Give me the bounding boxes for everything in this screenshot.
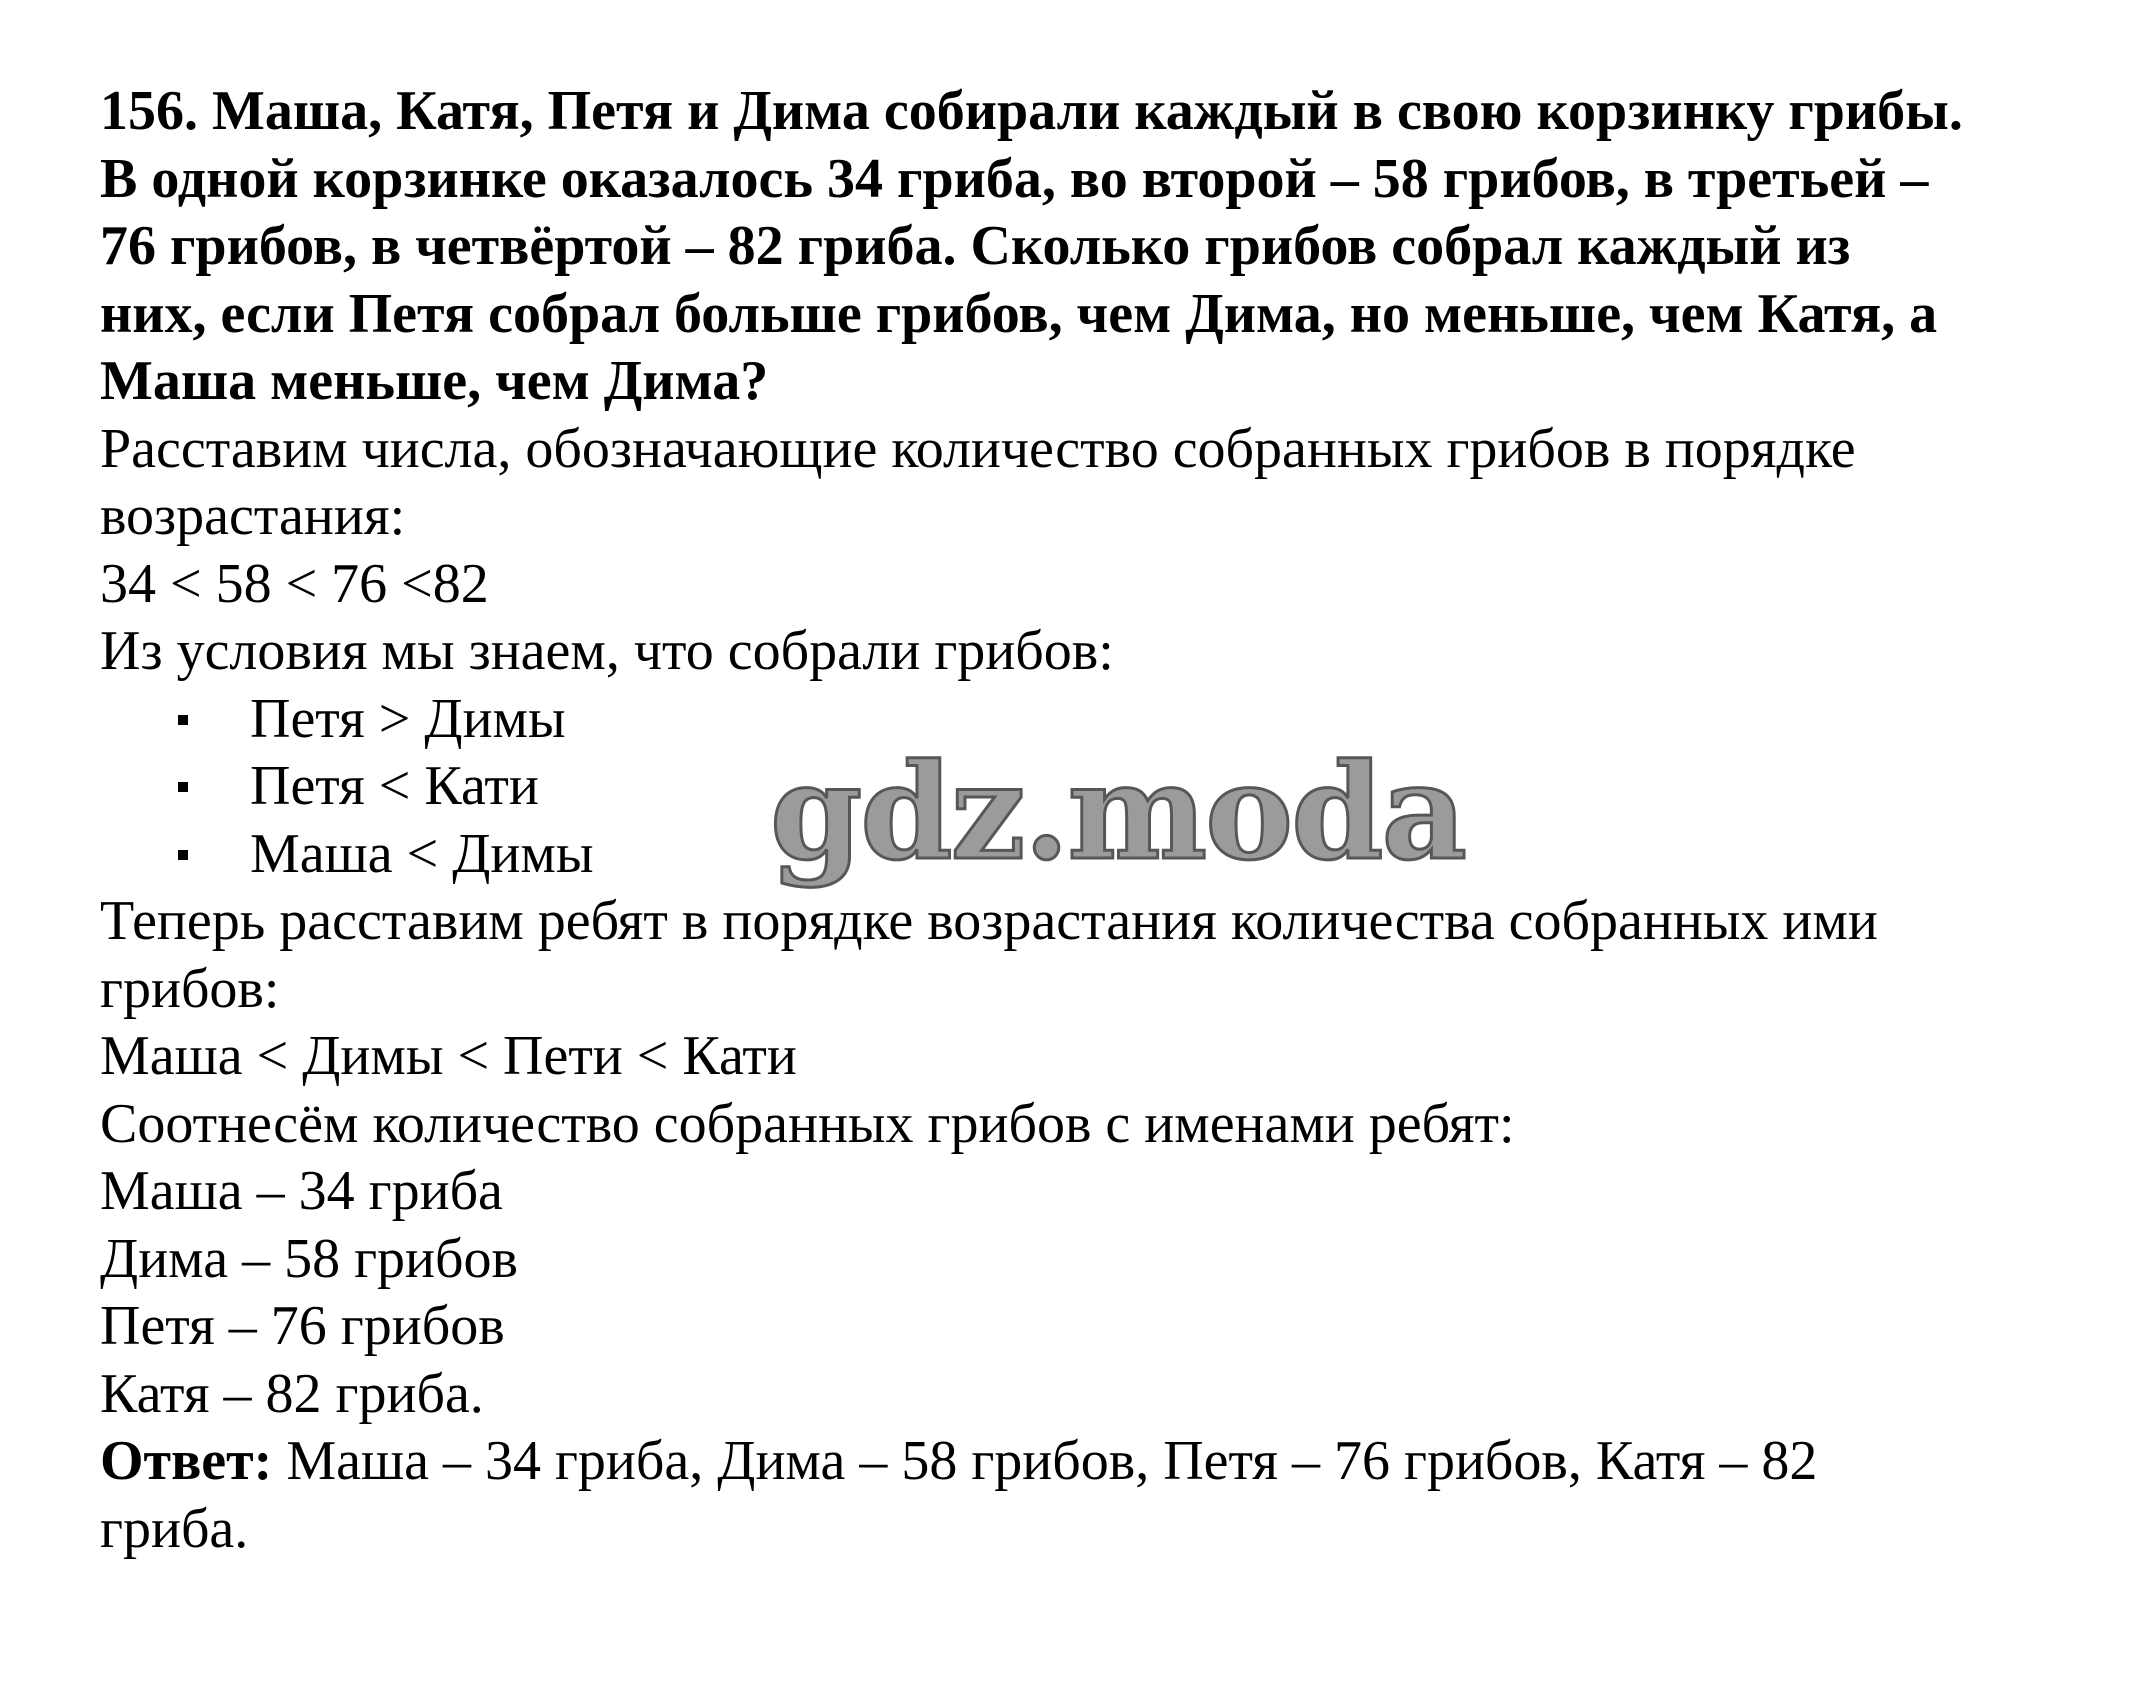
problem-statement [100, 78, 2090, 416]
problem-line: 156. Маша, Катя, Петя и Дима собирали каждый в свою корзинку грибы. [100, 80, 1963, 142]
problem-line: них, если Петя собрал больше грибов, чем Дима, но меньше, чем Катя, а [100, 282, 1938, 345]
solution-line: грибов: [100, 957, 280, 1020]
solution-line: Из условия мы знаем, что собрали грибов: [100, 620, 1114, 682]
answer-line: гриба. [100, 1497, 249, 1560]
answer [100, 1428, 2090, 1563]
watermark-logo: gdz.moda [770, 735, 1466, 890]
bullet-icon [178, 782, 188, 792]
solution-line: Маша < Димы < Пети < Кати [100, 1025, 797, 1087]
problem-line: Маша меньше, чем Дима? [100, 350, 769, 412]
solution-line: возрастания: [100, 485, 406, 547]
answer-text: Маша – 34 гриба, Дима – 58 грибов, Петя – 76 грибов, Катя – 82 [272, 1430, 1818, 1492]
bullet-icon [178, 715, 188, 725]
list-item-text: Петя > Димы [250, 687, 566, 750]
problem-line: В одной корзинке оказалось 34 гриба, во второй – 58 грибов, в третьей – [100, 147, 1929, 210]
solution [100, 416, 2090, 1429]
answer-label: Ответ: [100, 1430, 273, 1492]
problem-line: 76 грибов, в четвёртой – 82 гриба. Сколько грибов собрал каждый из [100, 215, 1851, 277]
solution-line: Соотнесём количество собранных грибов с именами ребят: [100, 1092, 1515, 1155]
list-item-text: Маша < Димы [250, 822, 594, 885]
solution-line: Расставим числа, обозначающие количество собранных грибов в порядке [100, 417, 1856, 480]
solution-line: Дима – 58 грибов [100, 1227, 518, 1290]
solution-line: Катя – 82 гриба. [100, 1362, 484, 1425]
list-item-text: Петя < Кати [250, 755, 539, 817]
solution-line: 34 < 58 < 76 <82 [100, 552, 489, 615]
answer-line [100, 1428, 2090, 1496]
solution-line: Теперь расставим ребят в порядке возрастания количества собранных ими [100, 890, 1878, 952]
solution-line: Петя – 76 грибов [100, 1295, 505, 1357]
solution-line: Маша – 34 гриба [100, 1160, 503, 1222]
bullet-icon [178, 850, 188, 860]
